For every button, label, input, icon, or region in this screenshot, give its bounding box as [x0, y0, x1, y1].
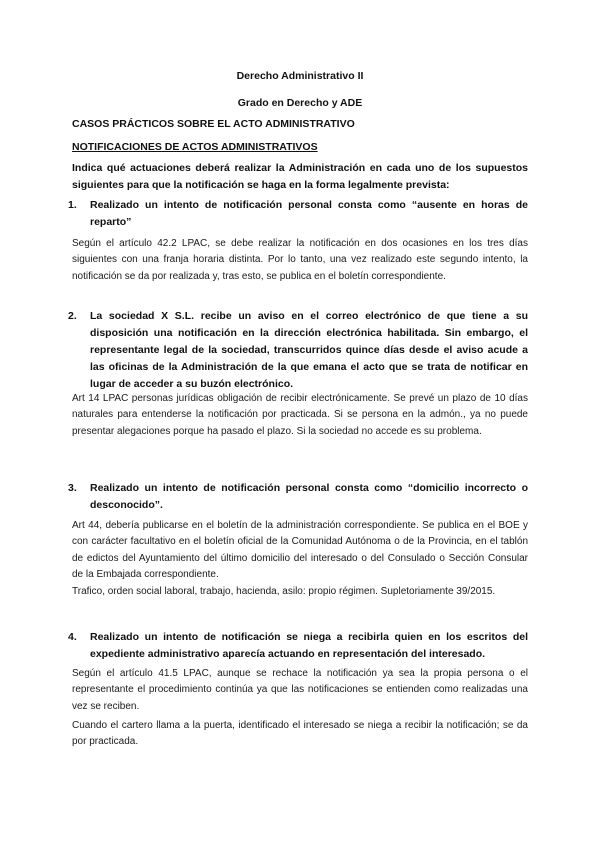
case-question [68, 308, 528, 393]
case-answer: Trafico, orden social laboral, trabajo, hacienda, asilo: propio régimen. Supletoriamente 39/2015. [72, 586, 496, 597]
instructions: Indica qué actuaciones deberá realizar la Administración en cada uno de los supuestos siguientes para que la notificación se haga en la forma legalmente prevista: [72, 162, 528, 191]
case-answer: Según el artículo 42.2 LPAC, se debe realizar la notificación en dos ocasiones en los tres días siguientes con una franja horaria distinta. Por lo tanto, una vez realizado este segundo intento, la notificación se da por realizada y, tras esto, se publica en el boletín correspondiente. [72, 238, 528, 282]
case-answer: Art 44, debería publicarse en el boletín de la administración correspondiente. Se publica en el BOE y con carácter facultativo en el boletín oficial de la Comunidad Autónoma o de la Provincia, en el tablón de edictos del Ayuntamiento del último domicilio del interesado o del Consulado o Sección Consular de la Embajada correspondiente. [72, 520, 528, 581]
case-number: 2. [68, 310, 77, 322]
case-number: 4. [68, 631, 77, 643]
case-answer: Cuando el cartero llama a la puerta, identificado el interesado se niega a recibir la notificación; se da por practicada. [72, 720, 528, 748]
case-number: 1. [68, 199, 77, 211]
case-question-text: Realizado un intento de notificación personal consta como “ausente en horas de reparto” [90, 199, 528, 228]
case-question [68, 197, 528, 231]
section-title: CASOS PRÁCTICOS SOBRE EL ACTO ADMINISTRATIVO [72, 118, 355, 130]
case-answer: Art 14 LPAC personas jurídicas obligación de recibir electrónicamente. Se prevé un plazo de 10 días naturales para entenderse la notificación por practicada. Si se persona en la admón., ya no puede presentar alegaciones porque ha pasado el plazo. Si la sociedad no accede es su problema. [72, 393, 528, 437]
subsection-title: NOTIFICACIONES DE ACTOS ADMINISTRATIVOS [72, 141, 318, 153]
course-title: Derecho Administrativo II [236, 70, 364, 82]
degree-title: Grado en Derecho y ADE [237, 97, 363, 109]
case-question-text: Realizado un intento de notificación se niega a recibirla quien en los escritos del expediente administrativo aparecía actuando en representación del interesado. [90, 631, 528, 660]
case-question-text: La sociedad X S.L. recibe un aviso en el correo electrónico de que tiene a su disposición una notificación en la dirección electrónica habilitada. Sin embargo, el representante legal de la sociedad, transcurridos quince días desde el aviso acude a las oficinas de la Administración de la que emana el acto que se trata de notificar en lugar de acceder a su buzón electrónico. [90, 310, 528, 390]
case-answer: Según el artículo 41.5 LPAC, aunque se rechace la notificación ya sea la propia persona o el representante el procedimiento continúa ya que las notificaciones se entienden como realizadas una vez se reciben. [72, 668, 528, 712]
case-question-text: Realizado un intento de notificación personal consta como “domicilio incorrecto o desconocido”. [90, 482, 528, 511]
case-number: 3. [68, 482, 77, 494]
case-question [68, 480, 528, 514]
case-question [68, 629, 528, 663]
